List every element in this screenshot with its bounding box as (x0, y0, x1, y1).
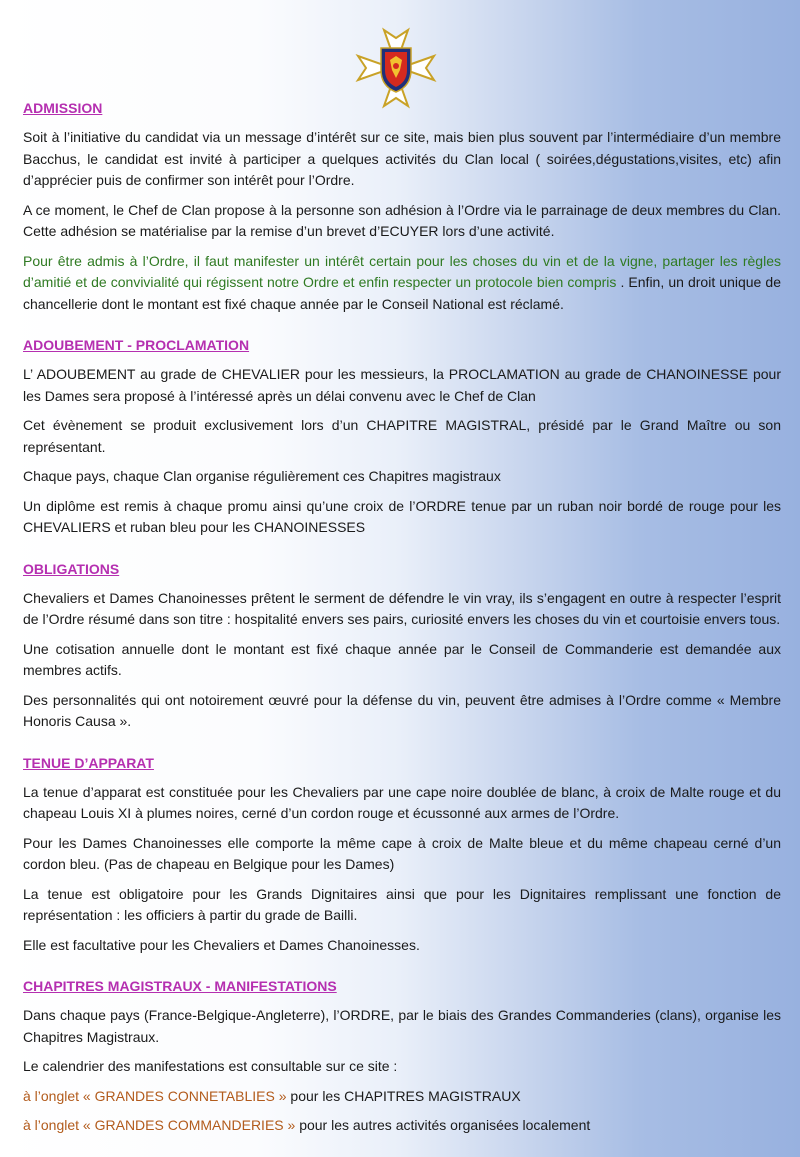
paragraph: Soit à l’initiative du candidat via un message d’intérêt sur ce site, mais bien plus souvent par l’intermédiaire d’un membre Bacchus, le candidat est invité à participer a quelques activités du Clan local ( soirées,dégustations,visites, etc) afin d’apprécier puis de confirmer son intérêt pour l’Ordre. (23, 129, 781, 188)
paragraph: Des personnalités qui ont notoirement œuvré pour la défense du vin, peuvent être admises à l’Ordre comme « Membre Honoris Causa ». (23, 691, 781, 729)
paragraph: Pour les Dames Chanoinesses elle comporte la même cape à croix de Malte bleue et du même chapeau cerné d’un cordon bleu. (Pas de chapeau en Belgique pour les Dames) (23, 834, 781, 872)
section-title-adoubement: ADOUBEMENT - PROCLAMATION (23, 337, 250, 353)
paragraph: L’ ADOUBEMENT au grade de CHEVALIER pour les messieurs, la PROCLAMATION au grade de CHANOINESSE pour les Dames sera proposé à l’intéressé après un délai convenu avec le Chef de Clan (23, 366, 781, 404)
paragraph (23, 1086, 781, 1108)
section-obligations (23, 559, 781, 733)
paragraph: Une cotisation annuelle dont le montant est fixé chaque année par le Conseil de Commanderie est demandée aux membres actifs. (23, 640, 781, 678)
paragraph-text: pour les autres activités organisées localement (295, 1117, 591, 1133)
section-title-chapitres: CHAPITRES MAGISTRAUX - MANIFESTATIONS (23, 978, 337, 994)
paragraph (23, 1115, 781, 1137)
section-adoubement (23, 335, 781, 539)
paragraph: Le calendrier des manifestations est consultable sur ce site : (23, 1058, 398, 1074)
paragraph: Chaque pays, chaque Clan organise régulièrement ces Chapitres magistraux (23, 468, 501, 484)
paragraph: La tenue d’apparat est constituée pour les Chevaliers par une cape noire doublée de blanc, à croix de Malte rouge et du chapeau Louis XI à plumes noires, cerné d’un cordon rouge et écussonné aux armes de l’Ordre. (23, 783, 781, 821)
paragraph-text: . Enfin, un droit unique de chancellerie dont le montant est fixé chaque année par le Conseil National est réclamé. (23, 274, 781, 312)
section-tenue (23, 753, 781, 957)
section-admission (23, 98, 781, 315)
section-title-obligations: OBLIGATIONS (23, 560, 120, 577)
paragraph: Un diplôme est remis à chaque promu ainsi qu’une croix de l’ORDRE tenue par un ruban noir bordé de rouge pour les CHEVALIERS et ruban bleu pour les CHANOINESSES (23, 497, 781, 535)
link-grandes-connetablies[interactable]: à l’onglet « GRANDES CONNETABLIES » (23, 1087, 287, 1104)
paragraph (23, 251, 781, 316)
section-title-tenue: TENUE D’APPARAT (23, 754, 154, 771)
paragraph: La tenue est obligatoire pour les Grands Dignitaires ainsi que pour les Dignitaires remplissant une fonction de représentation : les officiers à partir du grade de Bailli. (23, 885, 781, 923)
link-grandes-commanderies[interactable]: à l’onglet « GRANDES COMMANDERIES » (23, 1117, 296, 1133)
paragraph: Dans chaque pays (France-Belgique-Angleterre), l’ORDRE, par le biais des Grandes Commanderies (clans), organise les Chapitres Magistraux. (23, 1007, 781, 1045)
document-body (23, 98, 781, 1157)
paragraph: Cet évènement se produit exclusivement lors d’un CHAPITRE MAGISTRAL, présidé par le Grand Maître ou son représentant. (23, 417, 781, 455)
paragraph: A ce moment, le Chef de Clan propose à la personne son adhésion à l’Ordre via le parrainage de deux membres du Clan. Cette adhésion se matérialise par la remise d’un brevet d’ECUYER lors d’une activité. (23, 201, 781, 239)
section-title-admission: ADMISSION (23, 100, 103, 116)
section-chapitres (23, 976, 781, 1137)
paragraph-text: pour les CHAPITRES MAGISTRAUX (286, 1087, 521, 1104)
paragraph: Elle est facultative pour les Chevaliers et Dames Chanoinesses. (23, 936, 420, 953)
paragraph: Chevaliers et Dames Chanoinesses prêtent le serment de défendre le vin vray, ils s’engagent en outre à respecter l’esprit de l’Ordre résumé dans son titre : hospitalité envers ses pairs, curiosité envers les choses du vin et courtoisie envers tous. (23, 589, 781, 627)
highlighted-text: Pour être admis à l’Ordre, il faut manifester un intérêt certain pour les choses du vin et de la vigne, partager les règles d’amitié et de convivialité qui régissent notre Ordre et enfin respecter un protocole bien compris (23, 252, 781, 290)
